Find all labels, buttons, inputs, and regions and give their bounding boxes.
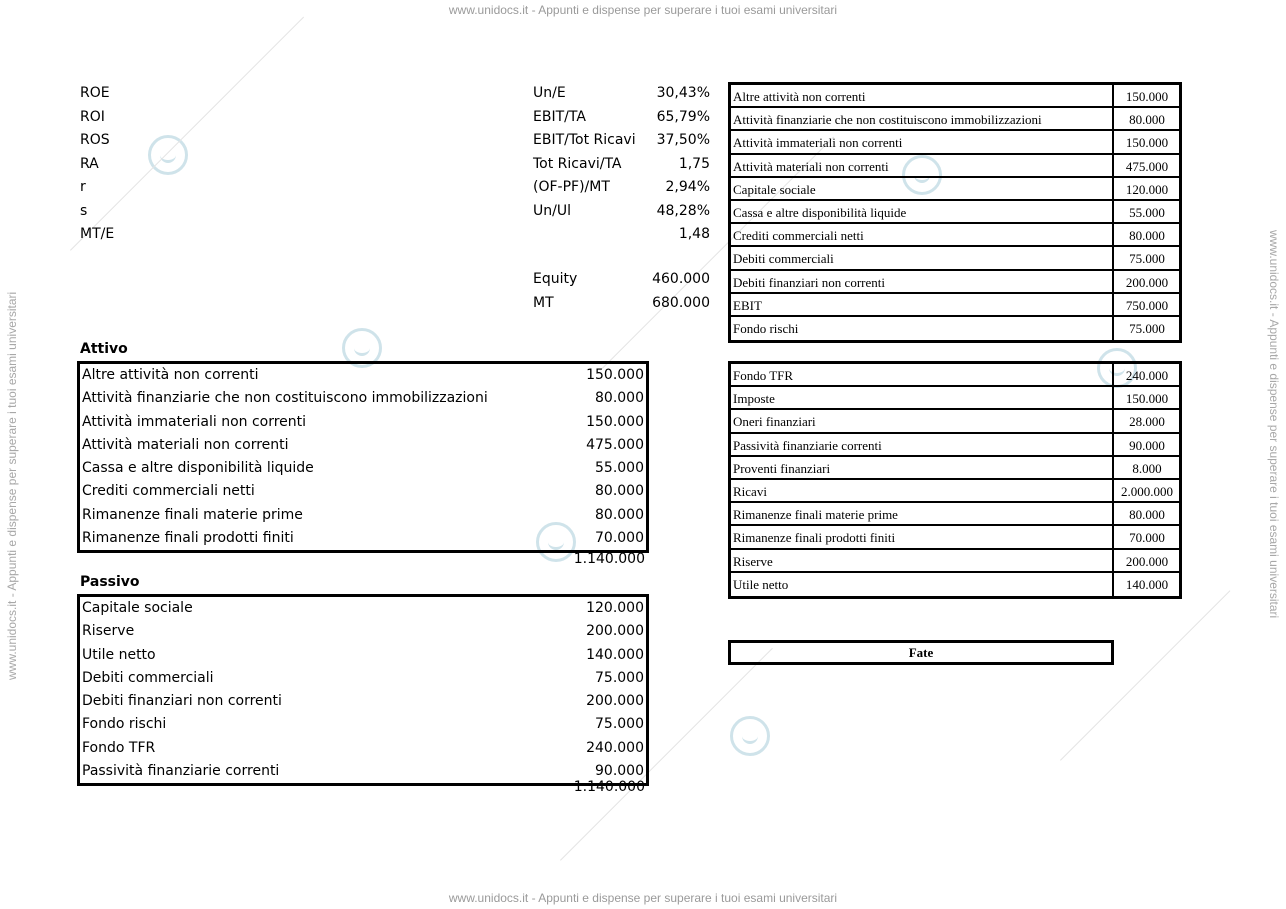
ratio-formula: EBIT/TA	[533, 108, 586, 125]
row-value: 750.000	[1125, 297, 1169, 313]
ratio-formula: (OF-PF)/MT	[533, 179, 610, 195]
passivo-table	[77, 594, 649, 786]
row-value: 90.000	[1129, 437, 1165, 453]
row-value: 140.000	[1125, 576, 1169, 592]
ratio-row	[0, 153, 720, 176]
ratio-name: ROE	[80, 85, 110, 101]
table-row	[80, 480, 646, 503]
table-row	[731, 224, 1179, 247]
table-row	[731, 131, 1179, 154]
row-label: Attività immateriali non correnti	[82, 413, 307, 430]
row-label: Attività immateriali non correnti	[733, 135, 903, 151]
row-label: Debiti finanziari non correnti	[733, 274, 885, 290]
ratio-value: 1,48	[678, 226, 710, 242]
ratio-name: ROI	[80, 108, 105, 125]
table-row	[731, 573, 1179, 596]
table-row	[80, 527, 646, 550]
row-label: Debiti finanziari non correnti	[82, 693, 282, 710]
table-row	[731, 457, 1179, 480]
row-value: 150.000	[1125, 391, 1169, 407]
row-value: 80.000	[595, 390, 644, 407]
watermark-left: www.unidocs.it - Appunti e dispense per superare i tuoi esami universitari	[5, 291, 19, 680]
row-label: Utile netto	[733, 576, 789, 592]
table-row	[731, 526, 1179, 549]
row-value: 70.000	[595, 530, 644, 547]
ratio-row	[0, 129, 720, 152]
table-row	[80, 597, 646, 620]
row-value: 475.000	[586, 436, 644, 453]
row-label: Passività finanziarie correnti	[733, 437, 882, 453]
table-row	[731, 550, 1179, 573]
ratio-row	[0, 176, 720, 199]
row-label: Attività finanziarie che non costituiscono immobilizzazioni	[733, 112, 1042, 128]
row-label: Capitale sociale	[733, 181, 816, 197]
row-label: Riserve	[82, 623, 135, 640]
table-row	[731, 364, 1179, 387]
ratio-row	[0, 82, 720, 105]
ratio-name: s	[80, 202, 88, 219]
ratio-value: 37,50%	[656, 132, 710, 148]
table-row	[731, 410, 1179, 433]
table-row	[731, 178, 1179, 201]
row-label: Attività materiali non correnti	[733, 158, 889, 174]
row-label: Fondo rischi	[82, 716, 167, 733]
table-row	[731, 247, 1179, 270]
row-value: 80.000	[595, 483, 644, 500]
ratio-value: 48,28%	[656, 202, 710, 219]
ratio-name: MT/E	[80, 226, 115, 242]
ratio-value: 30,43%	[656, 85, 710, 101]
row-value: 75.000	[1129, 320, 1165, 336]
row-value: 150.000	[1125, 135, 1169, 151]
row-value: 150.000	[586, 413, 644, 430]
ratio-row	[0, 106, 720, 129]
row-label: Rimanenze finali prodotti finiti	[733, 530, 896, 546]
row-label: EBIT	[733, 297, 762, 313]
table-row	[80, 620, 646, 643]
equity-row	[0, 268, 720, 291]
table-row	[731, 503, 1179, 526]
passivo-title: Passivo	[80, 574, 140, 590]
row-label: Rimanenze finali materie prime	[82, 506, 303, 523]
ratio-name: ROS	[80, 132, 110, 148]
passivo-total: 1.140.000	[573, 779, 645, 795]
row-label: Fondo TFR	[82, 739, 156, 756]
table-row	[80, 457, 646, 480]
row-value: 80.000	[1129, 112, 1165, 128]
table-row	[80, 690, 646, 713]
row-value: 200.000	[1125, 553, 1169, 569]
row-value: 90.000	[595, 763, 644, 780]
row-label: Rimanenze finali prodotti finiti	[82, 530, 294, 547]
row-label: Fondo rischi	[733, 320, 799, 336]
table-row	[731, 271, 1179, 294]
row-value: 70.000	[1129, 530, 1165, 546]
watermark-line	[1060, 590, 1230, 760]
row-label: Crediti commerciali netti	[82, 483, 255, 500]
row-label: Altre attività non correnti	[82, 367, 259, 383]
data-table-top	[728, 82, 1182, 343]
row-value: 120.000	[1125, 181, 1169, 197]
row-value: 120.000	[586, 600, 644, 616]
row-value: 240.000	[1125, 368, 1169, 383]
table-row	[80, 411, 646, 434]
table-row	[731, 294, 1179, 317]
row-value: 150.000	[1125, 89, 1169, 104]
row-value: 80.000	[1129, 507, 1165, 523]
row-label: Cassa e altre disponibilità liquide	[733, 204, 907, 220]
row-label: Oneri finanziari	[733, 414, 816, 430]
row-label: Debiti commerciali	[733, 251, 834, 267]
row-value: 200.000	[586, 693, 644, 710]
watermark-bottom: www.unidocs.it - Appunti e dispense per superare i tuoi esami universitari	[448, 891, 838, 905]
attivo-table	[77, 361, 649, 553]
mt-value: 680.000	[652, 295, 710, 311]
table-row	[80, 667, 646, 690]
ratio-value: 65,79%	[656, 108, 710, 125]
fate-box: Fate	[728, 640, 1114, 665]
row-value: 8.000	[1132, 460, 1162, 476]
row-value: 200.000	[586, 623, 644, 640]
row-value: 80.000	[595, 506, 644, 523]
table-row	[80, 713, 646, 736]
row-label: Utile netto	[82, 646, 156, 663]
ratio-formula: Tot Ricavi/TA	[533, 155, 622, 172]
row-label: Capitale sociale	[82, 600, 193, 616]
row-value: 55.000	[595, 460, 644, 477]
row-value: 28.000	[1129, 414, 1165, 430]
ratio-formula: Un/E	[533, 85, 566, 101]
row-value: 80.000	[1129, 228, 1165, 244]
table-row	[731, 434, 1179, 457]
row-label: Ricavi	[733, 483, 767, 499]
table-row	[731, 317, 1179, 340]
ratio-name: r	[80, 179, 86, 195]
table-row	[731, 201, 1179, 224]
ratio-formula: Un/Ul	[533, 202, 571, 219]
table-row	[80, 737, 646, 760]
ratio-value: 1,75	[678, 155, 710, 172]
table-row	[80, 434, 646, 457]
ratio-formula: EBIT/Tot Ricavi	[533, 132, 636, 148]
equity-value: 460.000	[652, 271, 710, 287]
row-value: 140.000	[586, 646, 644, 663]
row-value: 475.000	[1125, 158, 1169, 174]
row-value: 2.000.000	[1121, 483, 1173, 499]
table-row	[731, 387, 1179, 410]
table-row	[731, 480, 1179, 503]
attivo-total: 1.140.000	[573, 551, 645, 567]
ratio-name: RA	[80, 155, 99, 172]
row-value: 55.000	[1129, 204, 1165, 220]
row-label: Attività materiali non correnti	[82, 436, 289, 453]
ratio-row	[0, 223, 720, 246]
row-label: Passività finanziarie correnti	[82, 763, 280, 780]
row-value: 200.000	[1125, 274, 1169, 290]
row-value: 75.000	[595, 669, 644, 686]
table-row	[80, 387, 646, 410]
ratio-value: 2,94%	[665, 179, 710, 195]
row-value: 150.000	[586, 367, 644, 383]
table-row	[731, 155, 1179, 178]
watermark-top: www.unidocs.it - Appunti e dispense per superare i tuoi esami universitari	[448, 3, 838, 17]
table-row	[731, 108, 1179, 131]
row-label: Rimanenze finali materie prime	[733, 507, 898, 523]
row-label: Cassa e altre disponibilità liquide	[82, 460, 314, 477]
row-label: Debiti commerciali	[82, 669, 214, 686]
row-label: Proventi finanziari	[733, 460, 831, 476]
data-table-bottom	[728, 361, 1182, 599]
table-row	[80, 364, 646, 387]
unidocs-logo-icon	[730, 716, 770, 756]
equity-label: Equity	[533, 271, 578, 287]
attivo-title: Attivo	[80, 341, 128, 357]
watermark-right: www.unidocs.it - Appunti e dispense per superare i tuoi esami universitari	[1267, 230, 1281, 619]
table-row	[80, 504, 646, 527]
row-label: Imposte	[733, 391, 775, 407]
row-label: Riserve	[733, 553, 773, 569]
row-label: Fondo TFR	[733, 368, 794, 383]
row-value: 240.000	[586, 739, 644, 756]
row-label: Altre attività non correnti	[733, 89, 866, 104]
table-row	[80, 644, 646, 667]
table-row	[731, 85, 1179, 108]
ratio-row	[0, 200, 720, 223]
row-label: Attività finanziarie che non costituiscono immobilizzazioni	[82, 390, 488, 407]
row-label: Crediti commerciali netti	[733, 228, 864, 244]
row-value: 75.000	[595, 716, 644, 733]
mt-row	[0, 292, 720, 315]
row-value: 75.000	[1129, 251, 1165, 267]
mt-label: MT	[533, 295, 554, 311]
